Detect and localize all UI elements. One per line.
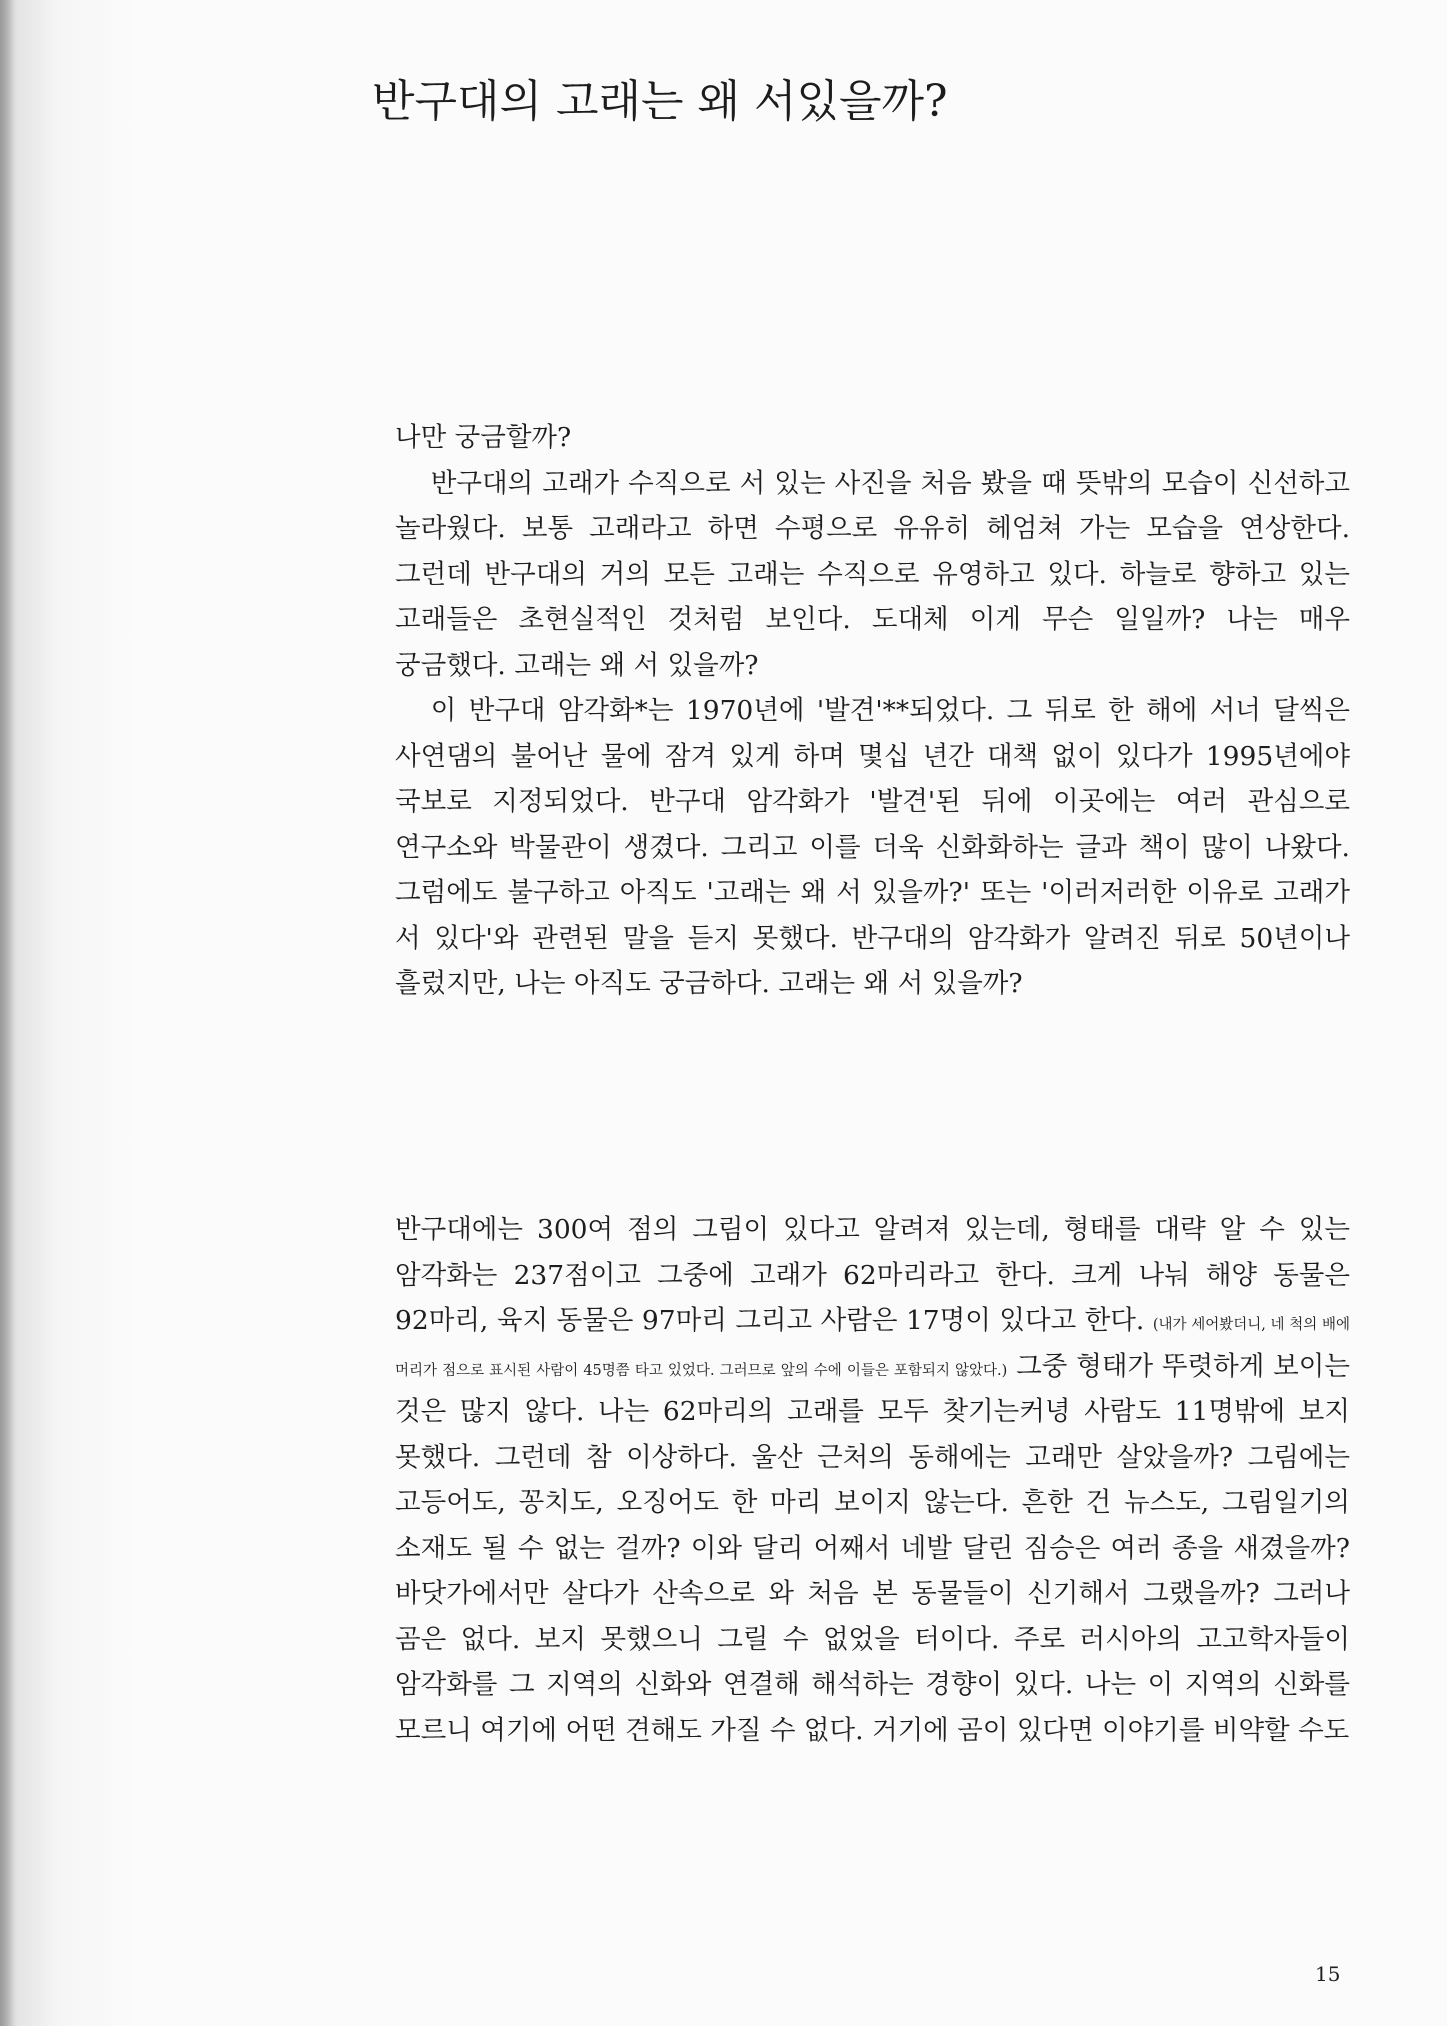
page-number: 15 [1315,1962,1341,1986]
section-one-paragraph-2: 이 반구대 암각화*는 1970년에 '발견'**되었다. 그 뒤로 한 해에 서너 달씩은 사연댐의 불어난 물에 잠겨 있게 하며 몇십 년간 대책 없이 있다가 1995년에야 국보로 지정되었다. 반구대 암각화가 '발견'된 뒤에 이곳에는 여러 관심으로 연구소와 박물관이 생겼다. 그리고 이를 더욱 신화화하는 글과 책이 많이 나왔다. 그럼에도 불구하고 아직도 '고래는 왜 서 있을까?' 또는 '이러저러한 이유로 고래가 서 있다'와 관련된 말을 듣지 못했다. 반구대의 암각화가 알려진 뒤로 50년이나 흘렀지만, 나는 아직도 궁금하다. 고래는 왜 서 있을까? [395,695,1350,999]
section-one [395,415,1350,1007]
section-one-heading: 나만 궁금할까? [395,422,572,453]
section-two [395,1207,1350,1753]
section-two-footnote-aside: (내가 세어봤더니, 네 척의 배에 머리가 점으로 표시된 사람이 45명쯤 타고 있었다. 그러므로 앞의 수에 이들은 포함되지 않았다.) [395,1317,1350,1379]
chapter-title: 반구대의 고래는 왜 서있을까? [372,76,948,127]
section-two-paragraph [395,1207,1350,1753]
section-one-paragraph-1: 반구대의 고래가 수직으로 서 있는 사진을 처음 봤을 때 뜻밖의 모습이 신선하고 놀라웠다. 보통 고래라고 하면 수평으로 유유히 헤엄쳐 가는 모습을 연상한다. 그런데 반구대의 거의 모든 고래는 수직으로 유영하고 있다. 하늘로 향하고 있는 고래들은 초현실적인 것처럼 보인다. 도대체 이게 무슨 일일까? 나는 매우 궁금했다. 고래는 왜 서 있을까? [395,467,1350,681]
section-two-text-after-note: 그중 형태가 뚜렷하게 보이는 것은 많지 않다. 나는 62마리의 고래를 모두 찾기는커녕 사람도 11명밖에 보지 못했다. 그런데 참 이상하다. 울산 근처의 동해에는 고래만 살았을까? 그림에는 고등어도, 꽁치도, 오징어도 한 마리 보이지 않는다. 흔한 건 뉴스도, 그림일기의 소재도 될 수 없는 걸까? 이와 달리 어째서 네발 달린 짐승은 여러 종을 새겼을까? 바닷가에서만 살다가 산속으로 와 처음 본 동물들이 신기해서 그랬을까? 그러나 곰은 없다. 보지 못했으니 그릴 수 없었을 터이다. 주로 러시아의 고고학자들이 암각화를 그 지역의 신화와 연결해 해석하는 경향이 있다. 나는 이 지역의 신화를 모르니 여기에 어떤 견해도 가질 수 없다. 거기에 곰이 있다면 이야기를 비약할 수도 [395,1350,1350,1746]
page-spine-shadow [0,0,14,2026]
section-two-text-before-note: 반구대에는 300여 점의 그림이 있다고 알려져 있는데, 형태를 대략 알 수 있는 암각화는 237점이고 그중에 고래가 62마리라고 한다. 크게 나눠 해양 동물은 92마리, 육지 동물은 97마리 그리고 사람은 17명이 있다고 한다. [395,1214,1350,1336]
